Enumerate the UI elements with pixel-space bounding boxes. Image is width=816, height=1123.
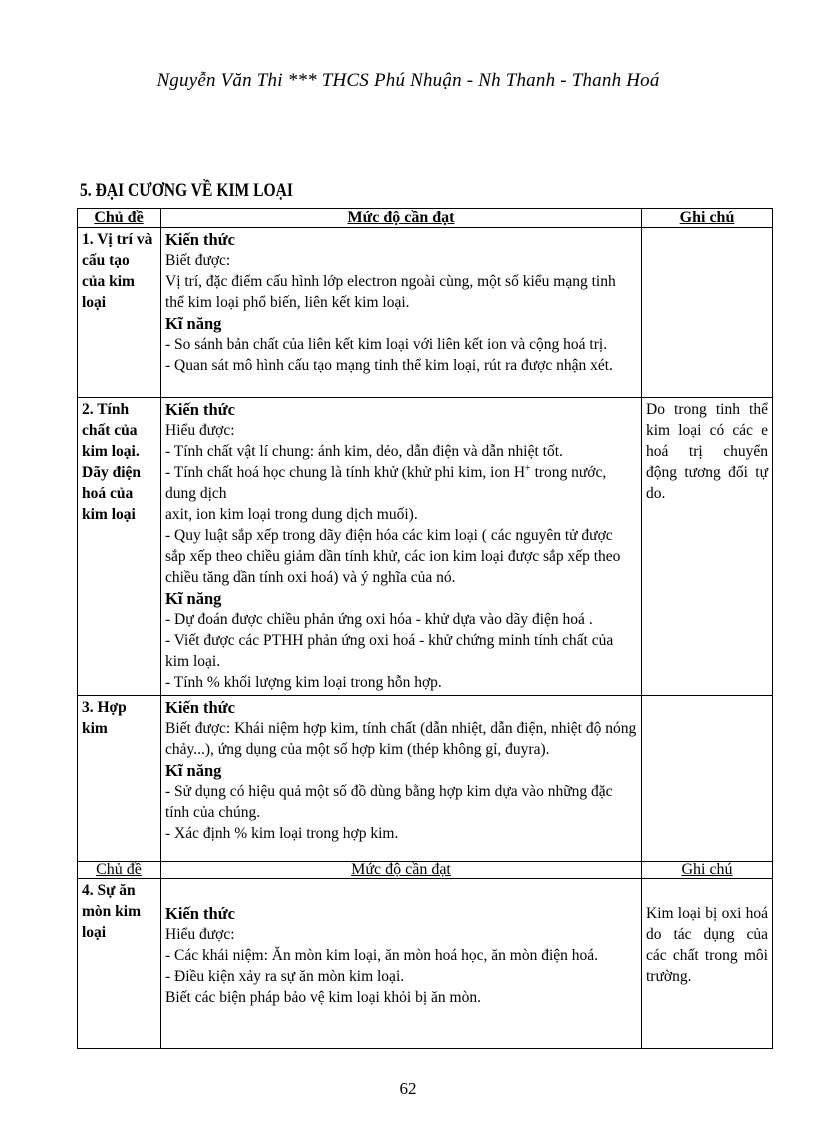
content-line: - So sánh bản chất của liên kết kim loại với liên kết ion và cộng hoá trị. — [165, 336, 608, 353]
header-note: Ghi chú — [642, 209, 773, 228]
row-topic: 1. Vị trí và cấu tạo của kim loại — [78, 228, 161, 398]
row-note: Kim loại bị oxi hoá do tác dụng của các chất trong môi trường. — [642, 879, 773, 1049]
content-line: - Quy luật sắp xếp trong dãy điện hóa các kim loại ( các nguyên tử được sắp xếp theo chiều giảm dần tính khử, các ion kim loại được sắp xếp theo chiều tăng dần tính oxi hoá) và ý nghĩa của nó. — [165, 527, 621, 586]
row-note — [642, 696, 773, 862]
header-topic: Chủ đề — [78, 862, 161, 879]
content-line: - Các khái niệm: Ăn mòn kim loại, ăn mòn hoá học, ăn mòn điện hoá. — [165, 947, 599, 964]
content-line: - Quan sát mô hình cấu tạo mạng tinh thể kim loại, rút ra được nhận xét. — [165, 357, 613, 374]
content-line: - Tính chất vật lí chung: ánh kim, dẻo, dẫn điện và dẫn nhiệt tốt. — [165, 443, 563, 460]
content-line: - Xác định % kim loại trong hợp kim. — [165, 825, 399, 842]
row-topic: 4. Sự ăn mòn kim loại — [78, 879, 161, 1049]
knowledge-heading: Kiến thức — [165, 230, 235, 249]
table-header-row-repeat — [78, 862, 773, 879]
skill-heading: Kĩ năng — [165, 314, 222, 333]
knowledge-heading: Kiến thức — [165, 400, 235, 419]
table-row — [78, 398, 773, 696]
header-note: Ghi chú — [642, 862, 773, 879]
row-note — [642, 228, 773, 398]
content-line: axit, ion kim loại trong dung dịch muối). — [165, 506, 418, 523]
curriculum-table — [77, 208, 773, 1049]
table-row — [78, 696, 773, 862]
content-line: - Điều kiện xảy ra sự ăn mòn kim loại. — [165, 968, 405, 985]
content-line: Hiểu được: — [165, 422, 235, 439]
row-content — [161, 879, 642, 1049]
content-line: - Sử dụng có hiệu quả một số đồ dùng bằng hợp kim dựa vào những đặc tính của chúng. — [165, 783, 613, 821]
header-level: Mức độ cần đạt — [161, 862, 642, 879]
knowledge-heading: Kiến thức — [165, 698, 235, 717]
content-line: Biết các biện pháp bảo vệ kim loại khỏi bị ăn mòn. — [165, 989, 481, 1006]
content-line: - Tính % khối lượng kim loại trong hỗn hợp. — [165, 674, 442, 691]
skill-heading: Kĩ năng — [165, 761, 222, 780]
page-header: Nguyễn Văn Thi *** THCS Phú Nhuận - Nh Thanh - Thanh Hoá — [156, 70, 660, 91]
content-line: Vị trí, đặc điểm cấu hình lớp electron ngoài cùng, một số kiểu mạng tinh thể kim loại phổ biến, liên kết kim loại. — [165, 273, 616, 311]
content-text: trong nước, dung dịch — [165, 464, 607, 502]
content-line: Hiểu được: — [165, 926, 235, 943]
knowledge-heading: Kiến thức — [165, 904, 235, 923]
row-content — [161, 696, 642, 862]
row-topic: 2. Tính chất của kim loại. Dãy điện hoá của kim loại — [78, 398, 161, 696]
content-line: - Viết được các PTHH phản ứng oxi hoá - khử chứng minh tính chất của kim loại. — [165, 632, 614, 670]
superscript-plus: + — [525, 462, 531, 474]
row-content — [161, 398, 642, 696]
page-number: 62 — [399, 1079, 417, 1098]
content-line: - Dự đoán được chiều phản ứng oxi hóa - khử dựa vào dãy điện hoá . — [165, 611, 593, 628]
content-line: Biết được: — [165, 252, 231, 269]
row-content — [161, 228, 642, 398]
content-text: - Tính chất hoá học chung là tính khử (khử phi kim, ion H — [165, 464, 526, 481]
section-title: 5. ĐẠI CƯƠNG VỀ KIM LOẠI — [80, 180, 293, 201]
header-level: Mức độ cần đạt — [161, 209, 642, 228]
row-topic: 3. Hợp kim — [78, 696, 161, 862]
table-row — [78, 228, 773, 398]
content-line — [165, 462, 637, 504]
skill-heading: Kĩ năng — [165, 589, 222, 608]
table-header-row — [78, 209, 773, 228]
table-row — [78, 879, 773, 1049]
header-topic: Chủ đề — [78, 209, 161, 228]
content-line: Biết được: Khái niệm hợp kim, tính chất (dẫn nhiệt, dẫn điện, nhiệt độ nóng chảy...), ứng dụng của một số hợp kim (thép không gỉ, đuyra). — [165, 720, 637, 758]
row-note: Do trong tinh thể kim loại có các e hoá trị chuyển động tương đối tự do. — [642, 398, 773, 696]
